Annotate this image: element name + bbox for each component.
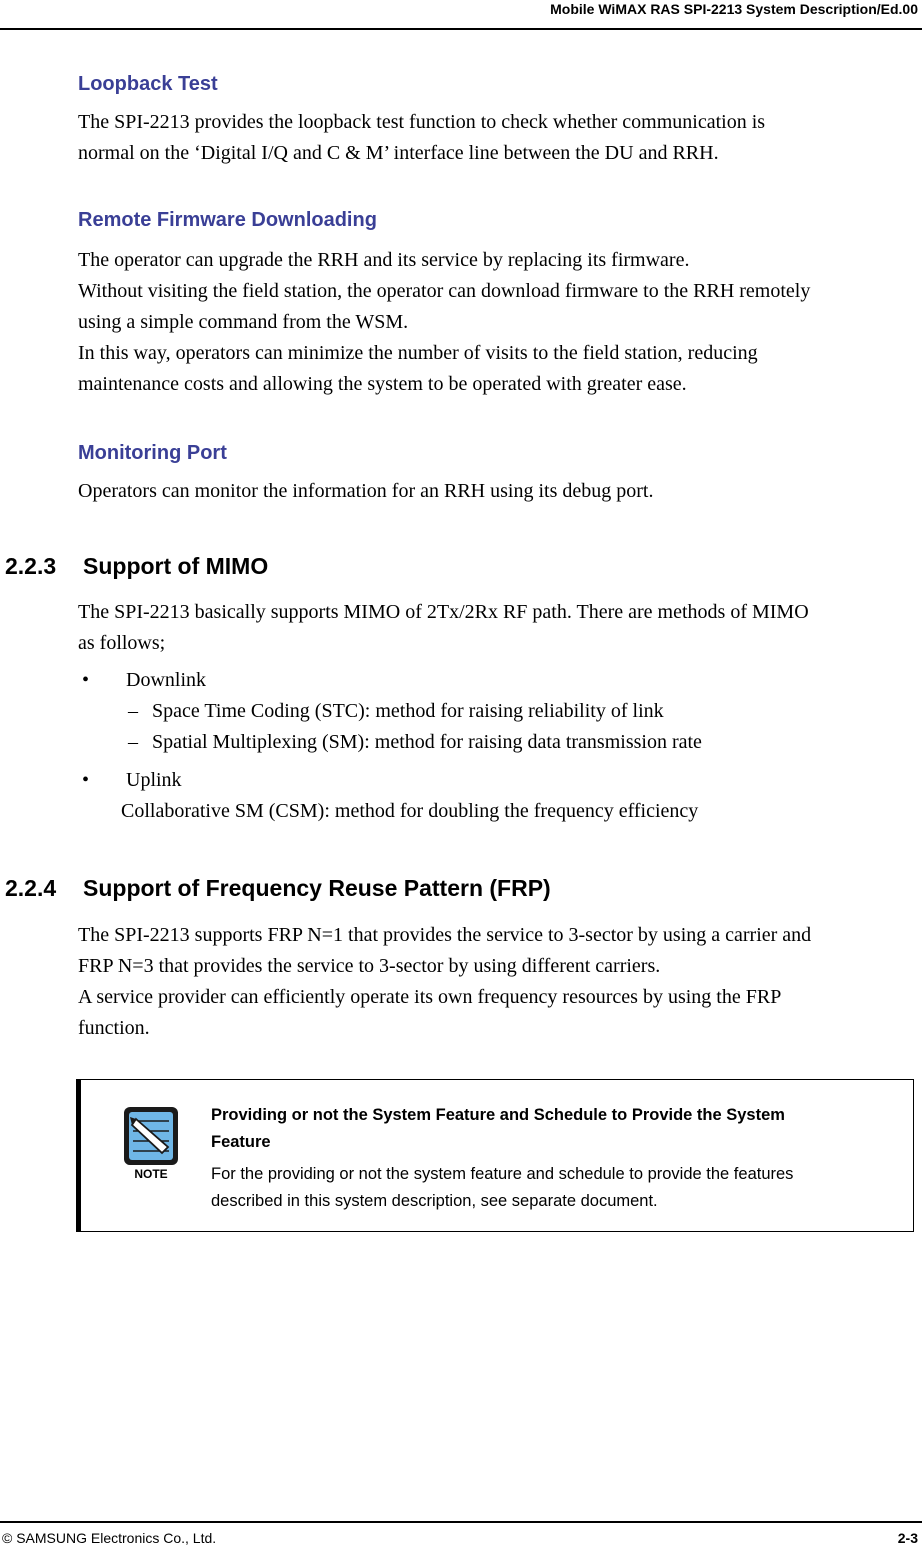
page-footer — [0, 1521, 922, 1553]
monitoring-heading: Monitoring Port — [78, 442, 227, 464]
firmware-heading: Remote Firmware Downloading — [78, 209, 377, 231]
frp-paragraph — [78, 920, 918, 1044]
note-pencil-icon — [122, 1105, 180, 1180]
monitoring-line: Operators can monitor the information for an RRH using its debug port. — [78, 480, 654, 502]
note-icon-label: NOTE — [134, 1167, 168, 1180]
header-title: Mobile WiMAX RAS SPI-2213 System Description/Ed.00 — [550, 1, 918, 17]
downlink-item: Spatial Multiplexing (SM): method for raising data transmission rate — [152, 731, 702, 753]
firmware-paragraph — [78, 245, 918, 400]
frp-section-heading — [5, 875, 551, 902]
frp-line: function. — [78, 1017, 150, 1039]
note-body — [211, 1161, 901, 1215]
firmware-line: The operator can upgrade the RRH and its service by replacing its firmware. — [78, 249, 690, 271]
loopback-paragraph — [78, 107, 918, 169]
note-body-line: For the providing or not the system feature and schedule to provide the features — [211, 1165, 794, 1183]
mimo-line: The SPI-2213 basically supports MIMO of 2Tx/2Rx RF path. There are methods of MIMO — [78, 601, 809, 623]
firmware-line: using a simple command from the WSM. — [78, 311, 409, 333]
monitoring-paragraph — [78, 476, 918, 507]
uplink-description: Collaborative SM (CSM): method for doubling the frequency efficiency — [121, 800, 699, 822]
downlink-label: Downlink — [126, 669, 206, 691]
bullet-mark: • — [82, 769, 90, 791]
frp-section-number: 2.2.4 — [5, 875, 57, 901]
dash-item-stc — [128, 700, 664, 723]
bullet-mark: • — [82, 669, 90, 691]
mimo-paragraph — [78, 597, 918, 659]
dash-mark: – — [128, 731, 138, 753]
dash-item-sm — [128, 731, 702, 754]
mimo-section-heading — [5, 553, 268, 580]
bullet-item-downlink — [78, 669, 206, 692]
mimo-line: as follows; — [78, 632, 166, 654]
footer-copyright: © SAMSUNG Electronics Co., Ltd. — [2, 1530, 217, 1546]
dash-mark: – — [128, 700, 138, 722]
loopback-heading: Loopback Test — [78, 73, 218, 95]
page-number: 2-3 — [897, 1530, 918, 1546]
mimo-section-number: 2.2.3 — [5, 553, 57, 579]
note-title — [211, 1102, 891, 1156]
bullet-item-uplink — [78, 769, 182, 792]
firmware-line: Without visiting the field station, the operator can download firmware to the RRH remotely — [78, 280, 811, 302]
firmware-line: In this way, operators can minimize the number of visits to the field station, reducing — [78, 342, 758, 364]
frp-line: The SPI-2213 supports FRP N=1 that provides the service to 3-sector by using a carrier and — [78, 924, 812, 946]
note-title-line: Feature — [211, 1133, 271, 1151]
mimo-section-title: Support of MIMO — [83, 553, 269, 579]
note-box — [76, 1079, 914, 1232]
page-header — [0, 0, 922, 30]
note-body-line: described in this system description, see separate document. — [211, 1192, 658, 1210]
loopback-line: normal on the ‘Digital I/Q and C & M’ interface line between the DU and RRH. — [78, 142, 719, 164]
frp-section-title: Support of Frequency Reuse Pattern (FRP) — [83, 875, 551, 901]
note-title-line: Providing or not the System Feature and Schedule to Provide the System — [211, 1106, 785, 1124]
loopback-line: The SPI-2213 provides the loopback test function to check whether communication is — [78, 111, 766, 133]
frp-line: A service provider can efficiently operate its own frequency resources by using the FRP — [78, 986, 782, 1008]
frp-line: FRP N=3 that provides the service to 3-sector by using different carriers. — [78, 955, 661, 977]
downlink-item: Space Time Coding (STC): method for raising reliability of link — [152, 700, 664, 722]
uplink-label: Uplink — [126, 769, 182, 791]
firmware-line: maintenance costs and allowing the system to be operated with greater ease. — [78, 373, 687, 395]
